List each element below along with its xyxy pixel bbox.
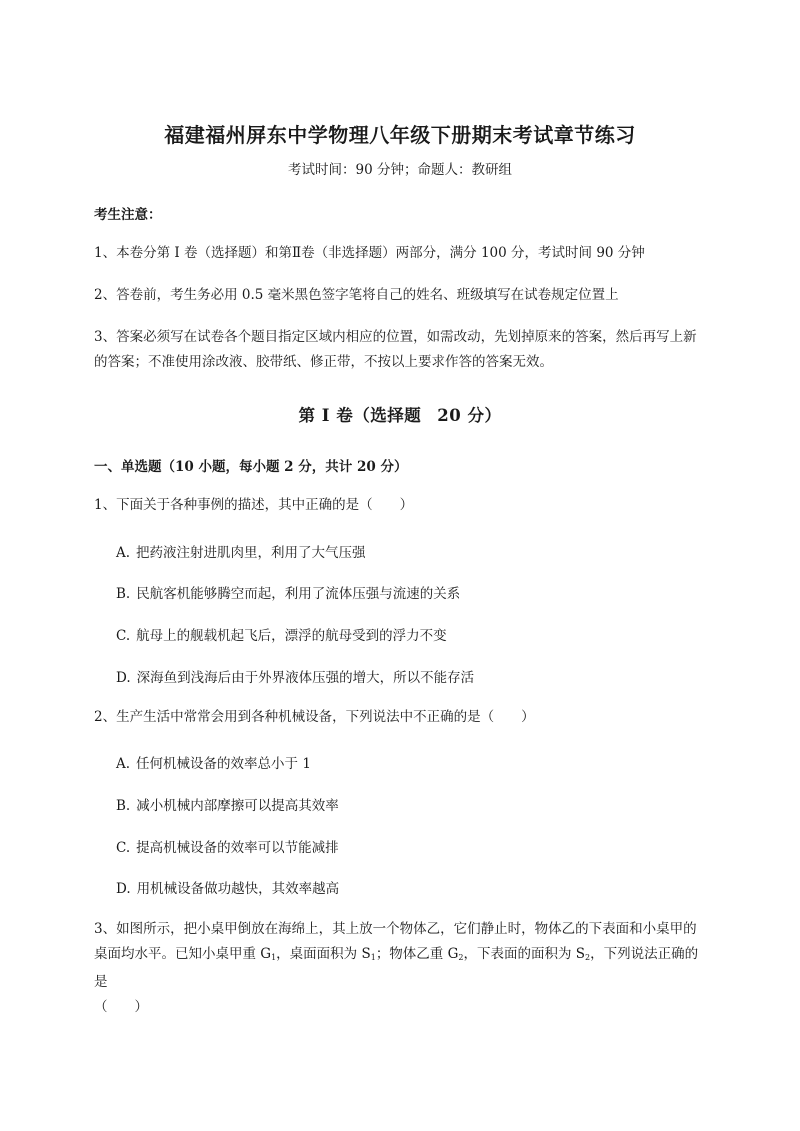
question-1-option-c <box>116 624 447 644</box>
q3-sub-3: 2 <box>458 953 464 962</box>
option-text: 任何机械设备的效率总小于 1 <box>136 756 311 772</box>
question-1-option-a <box>116 541 366 561</box>
notice-item-1: 1、本卷分第 I 卷（选择题）和第Ⅱ卷（非选择题）两部分，满分 100 分，考试时间 90 分钟 <box>94 245 645 261</box>
notice-item-2: 2、答卷前，考生务必用 0.5 毫米黑色签字笔将自己的姓名、班级填写在试卷规定位置上 <box>94 287 619 303</box>
question-3-line-2 <box>94 942 706 995</box>
option-letter: D. <box>116 881 131 897</box>
option-letter: C. <box>116 840 131 856</box>
option-text: 减小机械内部摩擦可以提高其效率 <box>136 798 339 814</box>
option-text: 提高机械设备的效率可以节能减排 <box>136 840 339 856</box>
question-2-stem: 2、生产生活中常常会用到各种机械设备，下列说法中不正确的是（ ） <box>94 709 535 725</box>
q3-text-a: 桌面均水平。已知小桌甲重 G <box>94 946 272 962</box>
notice-item-3: 3、答案必须写在试卷各个题目指定区域内相应的位置，如需改动，先划掉原来的答案，然后再写上新的答案；不准使用涂改液、胶带纸、修正带，不按以上要求作答的答案无效。 <box>94 329 697 370</box>
question-3-line-3: （ ） <box>94 999 148 1015</box>
question-2-option-d <box>116 877 339 897</box>
option-letter: D. <box>116 670 131 686</box>
q3-text-b: ，桌面面积为 S <box>276 946 371 962</box>
option-text: 用机械设备做功越快，其效率越高 <box>136 881 340 897</box>
option-text: 把药液注射进肌肉里，利用了大气压强 <box>136 545 366 561</box>
option-letter: A. <box>116 545 131 561</box>
q3-text-d: ，下表面的面积为 S <box>463 946 586 962</box>
q3-sub-1: 1 <box>271 953 277 962</box>
question-1-option-d <box>116 666 474 686</box>
option-text: 深海鱼到浅海后由于外界液体压强的增大，所以不能存活 <box>136 670 475 686</box>
option-letter: B. <box>116 798 131 814</box>
page-title: 福建福州屏东中学物理八年级下册期末考试章节练习 <box>164 123 636 147</box>
question-3-line-1: 3、如图所示，把小桌甲倒放在海绵上，其上放一个物体乙，它们静止时，物体乙的下表面和小桌甲的 <box>94 921 697 937</box>
q3-sub-4: 2 <box>585 953 591 962</box>
option-letter: A. <box>116 756 131 772</box>
q3-sub-2: 1 <box>370 953 376 962</box>
group-heading: 一、单选题（10 小题，每小题 2 分，共计 20 分） <box>94 459 408 475</box>
question-2-option-b <box>116 794 339 814</box>
exam-info: 考试时间：90 分钟；命题人：教研组 <box>288 162 512 178</box>
section-title-part2: 20 分） <box>437 406 502 425</box>
question-2-option-c <box>116 836 339 856</box>
section-title-part1: 第 I 卷（选择题 <box>298 406 422 425</box>
question-3-stem <box>94 917 706 1020</box>
q3-text-e: ，下列说法正确的是 <box>94 946 699 990</box>
option-letter: B. <box>116 586 131 602</box>
question-1-stem: 1、下面关于各种事例的描述，其中正确的是（ ） <box>94 497 414 513</box>
option-text: 民航客机能够腾空而起，利用了流体压强与流速的关系 <box>136 586 461 602</box>
question-2-option-a <box>116 752 311 772</box>
option-letter: C. <box>116 628 131 644</box>
q3-text-c: ；物体乙重 G <box>375 946 459 962</box>
question-1-option-b <box>116 582 460 602</box>
option-text: 航母上的舰载机起飞后，漂浮的航母受到的浮力不变 <box>136 628 447 644</box>
notice-heading: 考生注意： <box>94 207 162 223</box>
section-title <box>0 402 800 426</box>
